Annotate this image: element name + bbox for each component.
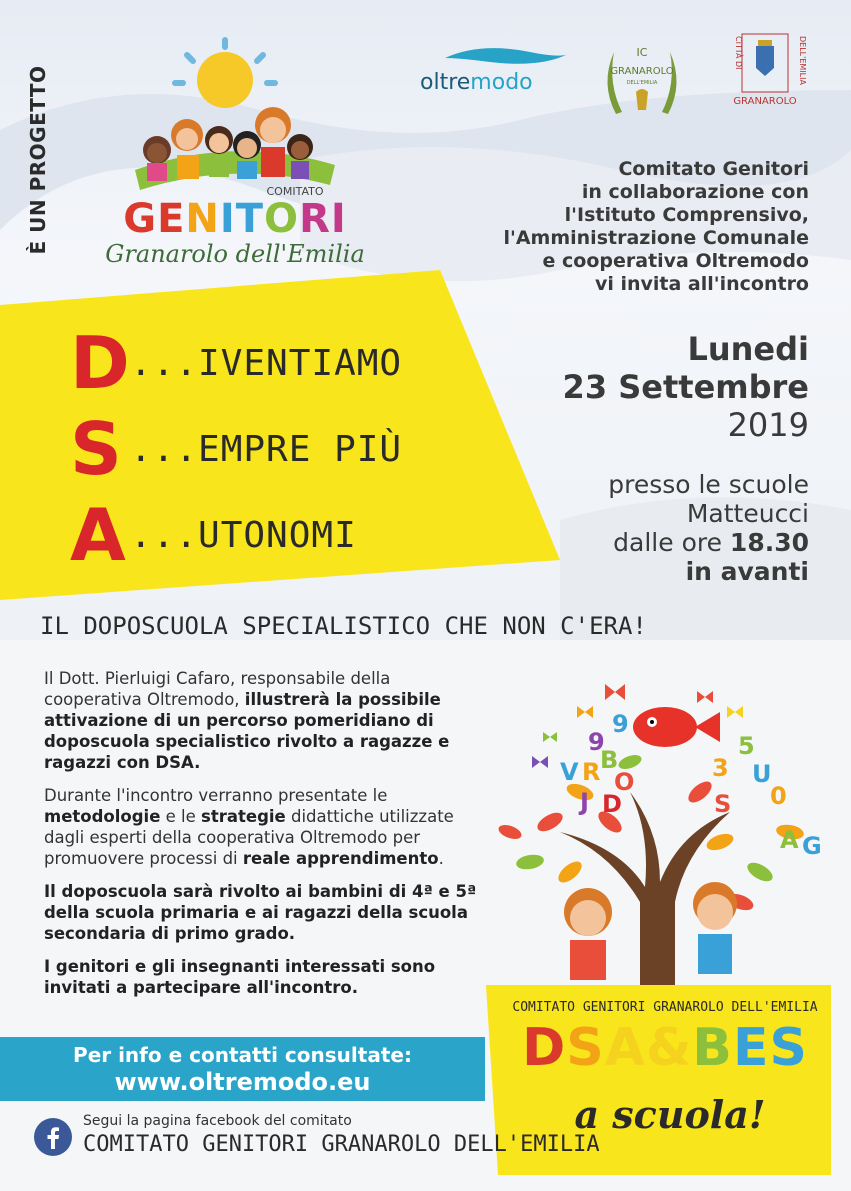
svg-text:S: S [714,790,732,818]
tree-illustration [490,672,830,992]
fish-icon [633,707,720,747]
invite-line: e cooperativa Oltremodo [542,250,809,272]
info-line1: Per info e contatti consultate: [73,1043,412,1067]
svg-text:D: D [602,790,622,818]
facebook-icon[interactable] [34,1118,72,1156]
svg-text:GRANAROLO: GRANAROLO [733,96,797,107]
dsa-row-d: D ...IVENTIAMO [70,321,403,405]
website-link[interactable]: www.oltremodo.eu [114,1068,371,1096]
svg-text:GRANAROLO: GRANAROLO [610,66,674,77]
box-title: COMITATO GENITORI GRANAROLO DELL'EMILIA [512,1000,818,1015]
invite-line: in collaborazione con [581,181,809,203]
svg-text:J: J [580,788,589,816]
body-text [44,668,489,1010]
svg-text:9: 9 [588,728,605,756]
girl-icon [564,888,612,980]
svg-text:U: U [752,760,772,788]
boy-icon [693,882,737,974]
event-day: Lunedi [687,330,809,368]
ic-granarolo-logo [596,34,688,126]
oltremodo-logo: oltremodo [420,40,570,100]
subtitle: IL DOPOSCUOLA SPECIALISTICO CHE NON C'ERA! [40,612,647,640]
brand-small-label: COMITATO [266,185,324,198]
wave-icon [420,40,570,70]
facebook-page-name[interactable]: COMITATO GENITORI GRANAROLO DELL'EMILIA [83,1132,600,1157]
citta-granarolo-logo [720,30,810,110]
invite-line: vi invita all'incontro [594,273,809,295]
brand-place: Granarolo dell'Emilia [105,240,365,268]
svg-text:B: B [600,746,619,774]
invite-line: Comitato Genitori [618,158,809,180]
event-date-text: 23 Settembre [562,368,809,406]
svg-text:0: 0 [770,782,787,810]
svg-text:9: 9 [612,710,629,738]
svg-text:IC: IC [636,46,648,59]
sun-icon [175,40,275,108]
brand-genitori-title: GENITORI [123,196,347,242]
svg-text:O: O [614,768,635,796]
box-dsa-bes: DSA&BES [522,1018,808,1078]
svg-text:DELL'EMILIA: DELL'EMILIA [798,36,807,85]
svg-text:3: 3 [712,754,729,782]
dsa-row-s: S ...EMPRE PIÙ [70,407,403,491]
paragraph-1: Il Dott. Pierluigi Cafaro, responsabile della cooperativa Oltremodo, illustrerà la possibile attivazione di un percorso pomeridiano di doposcuola specialistico rivolto a ragazze e ragazzi con DSA. [44,669,450,772]
svg-text:DELL'EMILIA: DELL'EMILIA [626,80,658,86]
side-label: È UN PROGETTO [26,65,50,255]
paragraph-4: I genitori e gli insegnanti interessati sono invitati a partecipare all'incontro. [44,957,436,997]
facebook-caption: Segui la pagina facebook del comitato [83,1113,352,1129]
event-place: presso le scuole Matteucci dalle ore 18.30 in avanti [608,470,809,586]
svg-text:5: 5 [738,732,755,760]
dsa-row-a: A ...UTONOMI [70,493,357,577]
svg-text:A: A [780,826,799,854]
crest-icon [756,40,774,76]
invite-line: l'Istituto Comprensivo, [564,204,809,226]
invite-line: l'Amministrazione Comunale [503,227,809,249]
paragraph-2: Durante l'incontro verranno presentate le metodologie e le strategie didattiche utilizzate dagli esperti della cooperativa Oltremodo per promuovere processi di reale apprendimento. [44,786,454,868]
dsa-acrostic [70,320,402,578]
box-scuola: a scuola! [574,1092,766,1137]
svg-text:R: R [582,758,601,786]
event-date [563,330,809,444]
comitato-genitori-wordmark [100,185,370,268]
paragraph-3: Il doposcuola sarà rivolto ai bambini di 4ª e 5ª della scuola primaria e ai ragazzi della scuola secondaria di primo grado. [44,882,477,943]
event-year: 2019 [727,406,809,444]
svg-text:CITTÀ DI: CITTÀ DI [734,36,743,70]
svg-text:G: G [802,832,822,860]
svg-text:V: V [560,758,579,786]
